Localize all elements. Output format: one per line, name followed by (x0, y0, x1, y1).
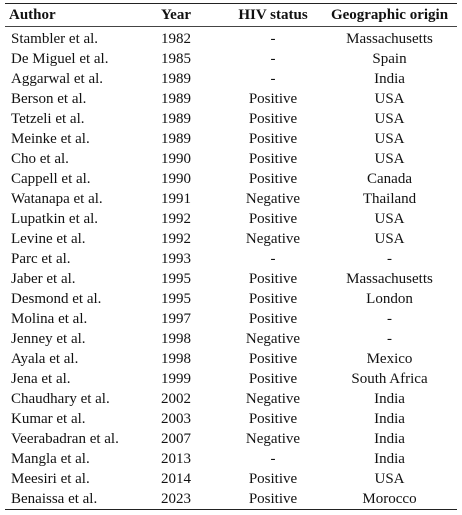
cell-geographic-origin: USA (374, 231, 405, 247)
table-row (5, 329, 457, 349)
cell-hiv-status: Positive (248, 311, 298, 327)
cell-author: Lupatkin et al. (11, 211, 99, 227)
table-row (5, 309, 457, 329)
cell-geographic-origin: USA (374, 471, 405, 487)
cell-geographic-origin: India (374, 391, 405, 407)
cell-author: Ayala et al. (11, 351, 79, 367)
cell-hiv-status: Negative (245, 391, 301, 407)
cell-year: 2023 (161, 491, 191, 507)
cell-hiv-status: Positive (248, 471, 298, 487)
cell-geographic-origin: USA (374, 91, 405, 107)
cell-geographic-origin: India (374, 411, 405, 427)
cell-year: 2013 (161, 451, 191, 467)
table-row (5, 469, 457, 489)
cell-author: Levine et al. (11, 231, 86, 247)
header-author: Author (9, 7, 56, 23)
cell-author: Watanapa et al. (11, 191, 103, 207)
cell-geographic-origin: Massachusetts (346, 271, 433, 287)
cell-geographic-origin: - (387, 331, 392, 347)
cell-author: Desmond et al. (11, 291, 102, 307)
cell-author: Cappell et al. (11, 171, 91, 187)
cell-hiv-status: Positive (248, 491, 298, 507)
cell-author: Benaissa et al. (11, 491, 98, 507)
cell-year: 1991 (161, 191, 191, 207)
cell-author: Jenney et al. (11, 331, 86, 347)
cell-year: 1989 (161, 91, 191, 107)
cell-year: 2002 (161, 391, 191, 407)
header-geographic-origin: Geographic origin (330, 7, 449, 23)
cell-geographic-origin: India (374, 451, 405, 467)
cell-author: Kumar et al. (11, 411, 86, 427)
table-row (5, 149, 457, 169)
table-row (5, 189, 457, 209)
table-row (5, 409, 457, 429)
cell-author: Berson et al. (11, 91, 87, 107)
header-year: Year (161, 7, 191, 23)
cell-hiv-status: Positive (248, 271, 298, 287)
cell-author: Stambler et al. (11, 31, 99, 47)
cell-hiv-status: Positive (248, 371, 298, 387)
cell-year: 1989 (161, 71, 191, 87)
table-row (5, 229, 457, 249)
cell-hiv-status: - (270, 51, 276, 67)
cell-geographic-origin: Canada (367, 171, 412, 187)
table-header (5, 4, 457, 27)
cell-geographic-origin: India (374, 431, 405, 447)
cell-geographic-origin: Thailand (362, 191, 417, 207)
cell-hiv-status: Negative (245, 431, 301, 447)
table-row (5, 449, 457, 469)
studies-table (5, 3, 457, 510)
cell-author: Molina et al. (11, 311, 88, 327)
table-row (5, 369, 457, 389)
table-row (5, 429, 457, 449)
table-row (5, 109, 457, 129)
table-row (5, 69, 457, 89)
cell-geographic-origin: India (374, 71, 405, 87)
cell-author: Cho et al. (11, 151, 69, 167)
cell-year: 1998 (161, 351, 191, 367)
cell-geographic-origin: - (387, 311, 392, 327)
cell-author: Mangla et al. (11, 451, 90, 467)
cell-geographic-origin: Mexico (366, 351, 413, 367)
table-row (5, 349, 457, 369)
cell-author: Meesiri et al. (11, 471, 90, 487)
cell-author: Veerabadran et al. (11, 431, 119, 447)
cell-author: Parc et al. (11, 251, 71, 267)
studies-table-container (5, 3, 457, 510)
cell-hiv-status: - (270, 71, 276, 87)
cell-hiv-status: Positive (248, 131, 298, 147)
cell-geographic-origin: London (366, 291, 413, 307)
header-hiv-status: HIV status (238, 7, 308, 23)
cell-hiv-status: - (270, 251, 276, 267)
cell-hiv-status: Negative (245, 231, 301, 247)
cell-geographic-origin: - (387, 251, 392, 267)
cell-year: 1999 (161, 371, 191, 387)
cell-year: 1982 (161, 31, 191, 47)
cell-author: Jena et al. (11, 371, 71, 387)
table-row (5, 269, 457, 289)
cell-hiv-status: Negative (245, 191, 301, 207)
cell-year: 1992 (161, 231, 191, 247)
table-row (5, 89, 457, 109)
table-row (5, 27, 457, 50)
cell-year: 1985 (161, 51, 191, 67)
cell-year: 1995 (161, 271, 191, 287)
cell-hiv-status: - (270, 31, 276, 47)
cell-year: 1989 (161, 111, 191, 127)
cell-author: Meinke et al. (11, 131, 90, 147)
table-row (5, 289, 457, 309)
cell-geographic-origin: USA (374, 111, 405, 127)
cell-author: Chaudhary et al. (11, 391, 110, 407)
table-row (5, 49, 457, 69)
cell-hiv-status: Positive (248, 351, 298, 367)
cell-author: De Miguel et al. (11, 51, 109, 67)
header-row (5, 4, 457, 27)
table-row (5, 129, 457, 149)
cell-geographic-origin: USA (374, 131, 405, 147)
cell-year: 1993 (161, 251, 191, 267)
cell-hiv-status: Positive (248, 411, 298, 427)
cell-geographic-origin: USA (374, 151, 405, 167)
cell-year: 1990 (161, 171, 191, 187)
cell-geographic-origin: Massachusetts (346, 31, 433, 47)
cell-year: 2003 (161, 411, 191, 427)
table-row (5, 249, 457, 269)
cell-author: Tetzeli et al. (11, 111, 85, 127)
table-row (5, 169, 457, 189)
table-row (5, 209, 457, 229)
cell-author: Jaber et al. (11, 271, 76, 287)
cell-year: 1998 (161, 331, 191, 347)
cell-year: 1989 (161, 131, 191, 147)
cell-year: 1990 (161, 151, 191, 167)
cell-year: 2014 (161, 471, 191, 487)
table-row (5, 489, 457, 510)
cell-author: Aggarwal et al. (11, 71, 104, 87)
cell-geographic-origin: Morocco (362, 491, 417, 507)
table-body (5, 27, 457, 510)
cell-hiv-status: Positive (248, 211, 298, 227)
cell-hiv-status: Positive (248, 91, 298, 107)
cell-year: 2007 (161, 431, 191, 447)
cell-geographic-origin: USA (374, 211, 405, 227)
cell-hiv-status: Positive (248, 291, 298, 307)
table-row (5, 389, 457, 409)
cell-year: 1992 (161, 211, 191, 227)
cell-geographic-origin: South Africa (351, 371, 428, 387)
cell-hiv-status: Positive (248, 171, 298, 187)
cell-hiv-status: Negative (245, 331, 301, 347)
cell-hiv-status: Positive (248, 151, 298, 167)
cell-year: 1995 (161, 291, 191, 307)
cell-year: 1997 (161, 311, 191, 327)
cell-geographic-origin: Spain (372, 51, 407, 67)
cell-hiv-status: - (270, 451, 276, 467)
cell-hiv-status: Positive (248, 111, 298, 127)
